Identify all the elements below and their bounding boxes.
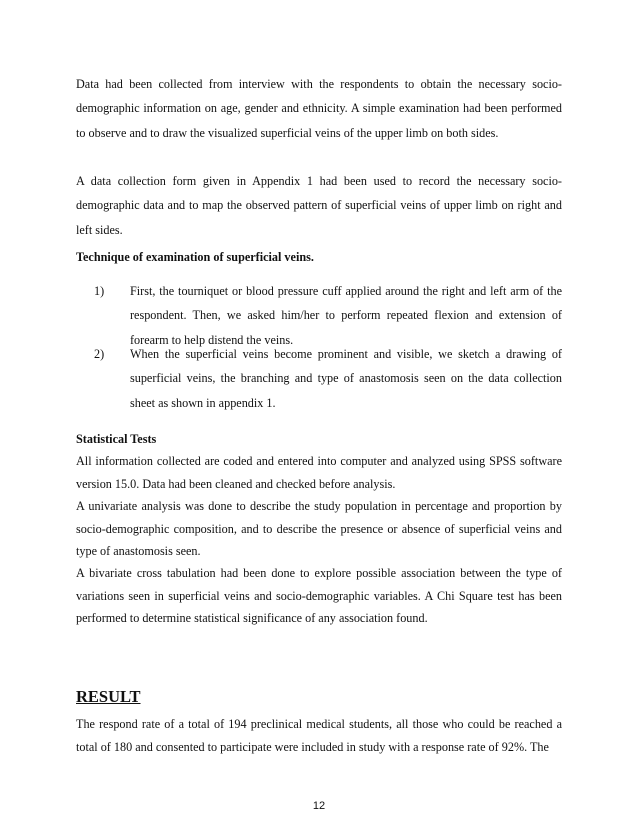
technique-heading: Technique of examination of superficial veins. (76, 250, 314, 264)
page-number: 12 (312, 800, 326, 812)
paragraph-statistical-1: All information collected are coded and entered into computer and analyzed using SPSS software version 15.0. Data had been cleaned and checked before analysis. (76, 454, 562, 491)
paragraph-result: The respond rate of a total of 194 preclinical medical students, all those who could be reached a total of 180 and consented to participate were included in study with a response rate of 92%. The (76, 717, 562, 754)
list-item-text: When the superficial veins become prominent and visible, we sketch a drawing of superficial veins, the branching and type of anastomosis seen on the data collection sheet as shown in appendix 1. (130, 347, 562, 410)
statistical-tests-heading: Statistical Tests (76, 432, 157, 446)
list-item-number: 2) (94, 347, 105, 361)
paragraph-data-collection-form: A data collection form given in Appendix 1 had been used to record the necessary socio-demographic data and to map the observed pattern of superficial veins of upper limb on right and left sides. (76, 174, 562, 237)
paragraph-data-collection: Data had been collected from interview with the respondents to obtain the necessary socio-demographic information on age, gender and ethnicity. A simple examination had been performed to observe and to draw the visualized superficial veins of the upper limb on both sides. (76, 77, 562, 140)
list-item-number: 1) (94, 284, 105, 298)
paragraph-statistical-2: A univariate analysis was done to describe the study population in percentage and proportion by socio-demographic composition, and to describe the presence or absence of superficial veins and type of anastomosis seen. (76, 499, 562, 559)
paragraph-statistical-3: A bivariate cross tabulation had been done to explore possible association between the type of variations seen in superficial veins and socio-demographic variables. A Chi Square test has been performed to determine statistical significance of any association found. (76, 566, 562, 626)
list-item-text: First, the tourniquet or blood pressure cuff applied around the right and left arm of the respondent. Then, we asked him/her to perform repeated flexion and extension of forearm to help distend the veins. (130, 284, 562, 347)
result-heading: RESULT (76, 687, 141, 706)
